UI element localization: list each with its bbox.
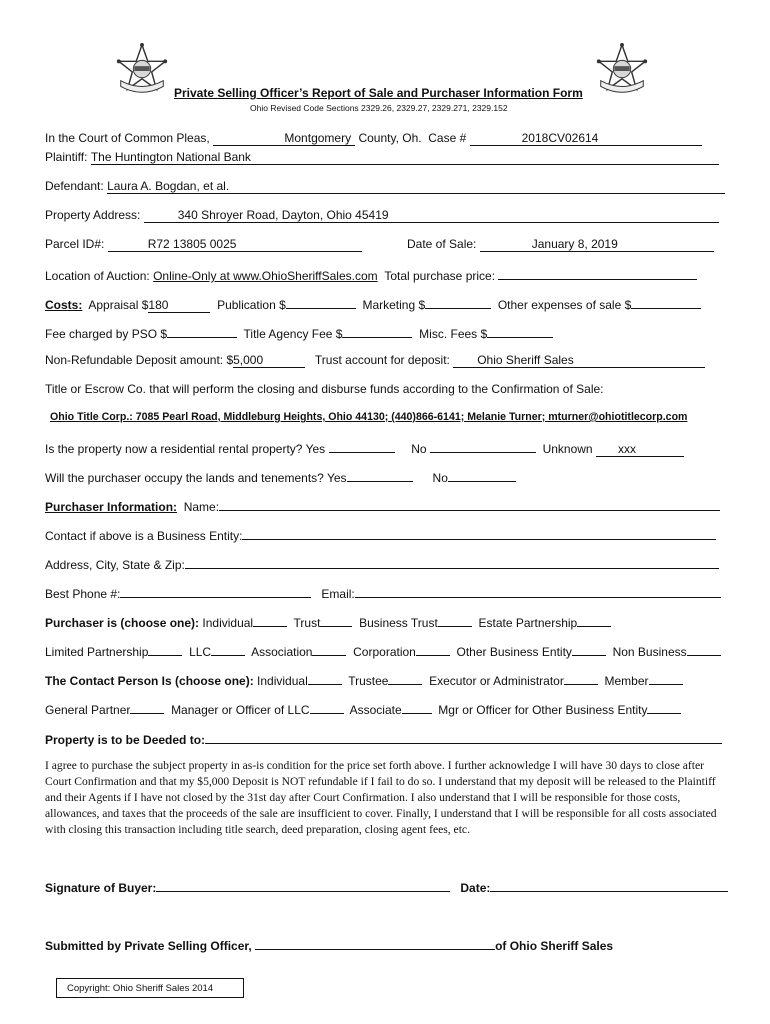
purchaser-type-option: LLC [189,645,212,659]
escrow-label: Title or Escrow Co. that will perform the closing and disburse funds according to the Confirmation of Sale: [45,382,604,396]
trust-account-field[interactable]: Ohio Sheriff Sales [453,353,705,368]
appraisal-field[interactable]: 180 [148,298,210,313]
publication-field[interactable] [286,295,356,309]
rental-unknown-field[interactable]: xxx [596,442,684,457]
signature-line [45,878,728,895]
purchaser-type-blank[interactable] [416,642,450,656]
purchaser-name-field[interactable] [219,497,720,511]
occupy-question: Will the purchaser occupy the lands and tenements? [45,471,324,485]
plaintiff-label: Plaintiff: [45,150,88,164]
purchaser-type-option: Association [251,645,313,659]
phone-email-line [45,584,721,601]
fees-line [45,324,553,341]
address-label: Address, City, State & Zip: [45,558,185,572]
plaintiff-field[interactable]: The Huntington National Bank [91,150,719,165]
occupy-no-field[interactable] [448,468,516,482]
email-label: Email: [321,587,355,601]
deeded-line [45,730,722,747]
signature-date-label: Date: [460,881,491,895]
appraisal-label: Appraisal $ [88,298,149,312]
costs-label: Costs: [45,298,83,312]
sheriff-star-badge-icon [593,42,651,100]
date-of-sale-field[interactable]: January 8, 2019 [480,237,714,252]
costs-line [45,295,701,313]
case-number-field[interactable]: 2018CV02614 [470,131,702,146]
purchaser-type-blank[interactable] [687,642,721,656]
case-label: Case # [428,131,467,145]
purchaser-type-option: Corporation [353,645,416,659]
title-agency-fee-label: Title Agency Fee $ [243,327,343,341]
rental-unknown-label: Unknown [542,442,593,456]
purchaser-type-heading: Purchaser is (choose one): [45,616,200,630]
contact-line [45,526,716,543]
county-suffix: County, Oh. [358,131,422,145]
deeded-field[interactable] [205,730,722,744]
signature-field[interactable] [156,878,450,892]
defendant-field[interactable]: Laura A. Bogdan, et al. [107,179,725,194]
court-line [45,131,702,146]
rental-yes-field[interactable] [329,439,395,453]
contact-type-blank[interactable] [388,671,422,685]
trust-account-label: Trust account for deposit: [314,353,450,367]
copyright-box: Copyright: Ohio Sheriff Sales 2014 [56,978,244,998]
contact-type-blank[interactable] [130,700,164,714]
purchaser-type-option: Other Business Entity [456,645,572,659]
location-label: Location of Auction: [45,269,150,283]
contact-type-option: Associate [349,703,402,717]
misc-fees-field[interactable] [487,324,553,338]
contact-type-row-2 [45,700,681,717]
rental-question: Is the property now a residential rental property? [45,442,303,456]
sheriff-star-badge-icon [113,42,171,100]
misc-fees-label: Misc. Fees $ [419,327,488,341]
purchaser-type-option: Business Trust [359,616,438,630]
title-agency-fee-field[interactable] [342,324,412,338]
submitted-suffix: of Ohio Sheriff Sales [495,939,614,953]
date-of-sale-line [407,237,714,252]
county-field[interactable]: Montgomery [213,131,355,146]
contact-type-row-1 [45,671,683,688]
purchaser-type-blank[interactable] [253,613,287,627]
defendant-line [45,179,725,194]
other-expenses-label: Other expenses of sale $ [497,298,632,312]
publication-label: Publication $ [217,298,286,312]
signature-label: Signature of Buyer: [45,881,157,895]
contact-type-option: Member [604,674,649,688]
purchaser-type-row-1 [45,613,611,630]
purchaser-type-row-2 [45,642,721,659]
deposit-line [45,353,705,368]
total-price-label: Total purchase price: [384,269,496,283]
rental-no-field[interactable] [430,439,536,453]
purchaser-name-label: Name: [183,500,220,514]
agreement-paragraph: I agree to purchase the subject property in as-is condition for the price set forth above. I further acknowledge I will have 30 days to close after Court Confirmation and that my $5,000 Deposit is NOT refundable if I fail to do so. I understand that my deposit will be released to the Plaintiff and their Agents if I have not closed by the 31st day after Court Confirmation. I also understand that I will be responsible for those costs, allowances, and taxes that the proceeds of the sale are insufficient to cover. Finally, I understand that I will be responsible for all costs associated with closing this transaction including title search, deed preparation, closing agent fees, etc. [45,759,717,836]
rental-no-label: No [411,442,427,456]
property-address-field[interactable]: 340 Shroyer Road, Dayton, Ohio 45419 [144,208,719,223]
purchaser-type-option: Trust [293,616,321,630]
date-of-sale-label: Date of Sale: [407,237,477,251]
submitted-prefix: Submitted by Private Selling Officer, [45,939,252,953]
marketing-label: Marketing $ [362,298,426,312]
purchaser-type-blank[interactable] [572,642,606,656]
pso-fee-label: Fee charged by PSO $ [45,327,168,341]
parcel-line [45,237,362,252]
form-subtitle: Ohio Revised Code Sections 2329.26, 2329.27, 2329.271, 2329.152 [250,103,508,113]
contact-type-option: Individual [257,674,308,688]
address-field[interactable] [185,555,719,569]
contact-type-blank[interactable] [402,700,432,714]
phone-field[interactable] [120,584,311,598]
submitted-line [45,936,613,953]
contact-field[interactable] [242,526,716,540]
property-address-line [45,208,719,223]
occupy-no-label: No [432,471,448,485]
purchaser-type-option: Estate Partnership [478,616,578,630]
location-line [45,266,697,283]
email-field[interactable] [355,584,721,598]
purchaser-type-blank[interactable] [211,642,245,656]
contact-type-heading: The Contact Person Is (choose one): [45,674,254,688]
contact-type-blank[interactable] [647,700,681,714]
property-address-label: Property Address: [45,208,141,222]
parcel-label: Parcel ID#: [45,237,105,251]
occupy-yes-field[interactable] [347,468,413,482]
rental-line [45,439,684,457]
pso-fee-field[interactable] [167,324,237,338]
contact-type-blank[interactable] [649,671,683,685]
purchaser-type-blank[interactable] [148,642,182,656]
marketing-field[interactable] [425,295,491,309]
selling-officer-field[interactable] [255,936,495,950]
contact-type-option: Trustee [348,674,389,688]
parcel-field[interactable]: R72 13805 0025 [108,237,362,252]
deposit-field[interactable]: 5,000 [233,353,305,368]
contact-label: Contact if above is a Business Entity: [45,529,243,543]
plaintiff-line [45,150,719,165]
contact-type-blank[interactable] [308,671,342,685]
purchaser-type-option: Limited Partnership [45,645,149,659]
purchaser-name-line [45,497,720,514]
purchaser-type-blank[interactable] [438,613,472,627]
total-price-field[interactable] [498,266,697,280]
purchaser-type-option: Non Business [612,645,687,659]
signature-date-field[interactable] [490,878,728,892]
contact-type-option: General Partner [45,703,131,717]
other-expenses-field[interactable] [631,295,701,309]
rental-yes-label: Yes [305,442,326,456]
purchaser-type-blank[interactable] [320,613,352,627]
phone-label: Best Phone #: [45,587,121,601]
contact-type-blank[interactable] [564,671,598,685]
purchaser-heading: Purchaser Information: [45,500,178,514]
contact-type-option: Manager or Officer of LLC [171,703,310,717]
defendant-label: Defendant: [45,179,104,193]
contact-type-blank[interactable] [310,700,344,714]
purchaser-type-blank[interactable] [312,642,346,656]
location-value[interactable]: Online-Only at www.OhioSheriffSales.com [153,269,378,283]
occupy-yes-label: Yes [326,471,347,485]
deposit-label: Non-Refundable Deposit amount: $ [45,353,234,367]
address-line [45,555,719,572]
contact-type-option: Mgr or Officer for Other Business Entity [438,703,648,717]
court-prefix: In the Court of Common Pleas, [45,131,210,145]
purchaser-type-option: Individual [202,616,254,630]
deeded-label: Property is to be Deeded to: [45,733,206,747]
purchaser-type-blank[interactable] [577,613,611,627]
occupy-line [45,468,516,485]
form-title: Private Selling Officer’s Report of Sale and Purchaser Information Form [174,86,583,100]
escrow-field[interactable]: Ohio Title Corp.: 7085 Pearl Road, Middleburg Heights, Ohio 44130; (440)866-6141; Melanie Turner; mturner@ohiotitlecorp.com [50,411,688,423]
contact-type-option: Executor or Administrator [429,674,564,688]
